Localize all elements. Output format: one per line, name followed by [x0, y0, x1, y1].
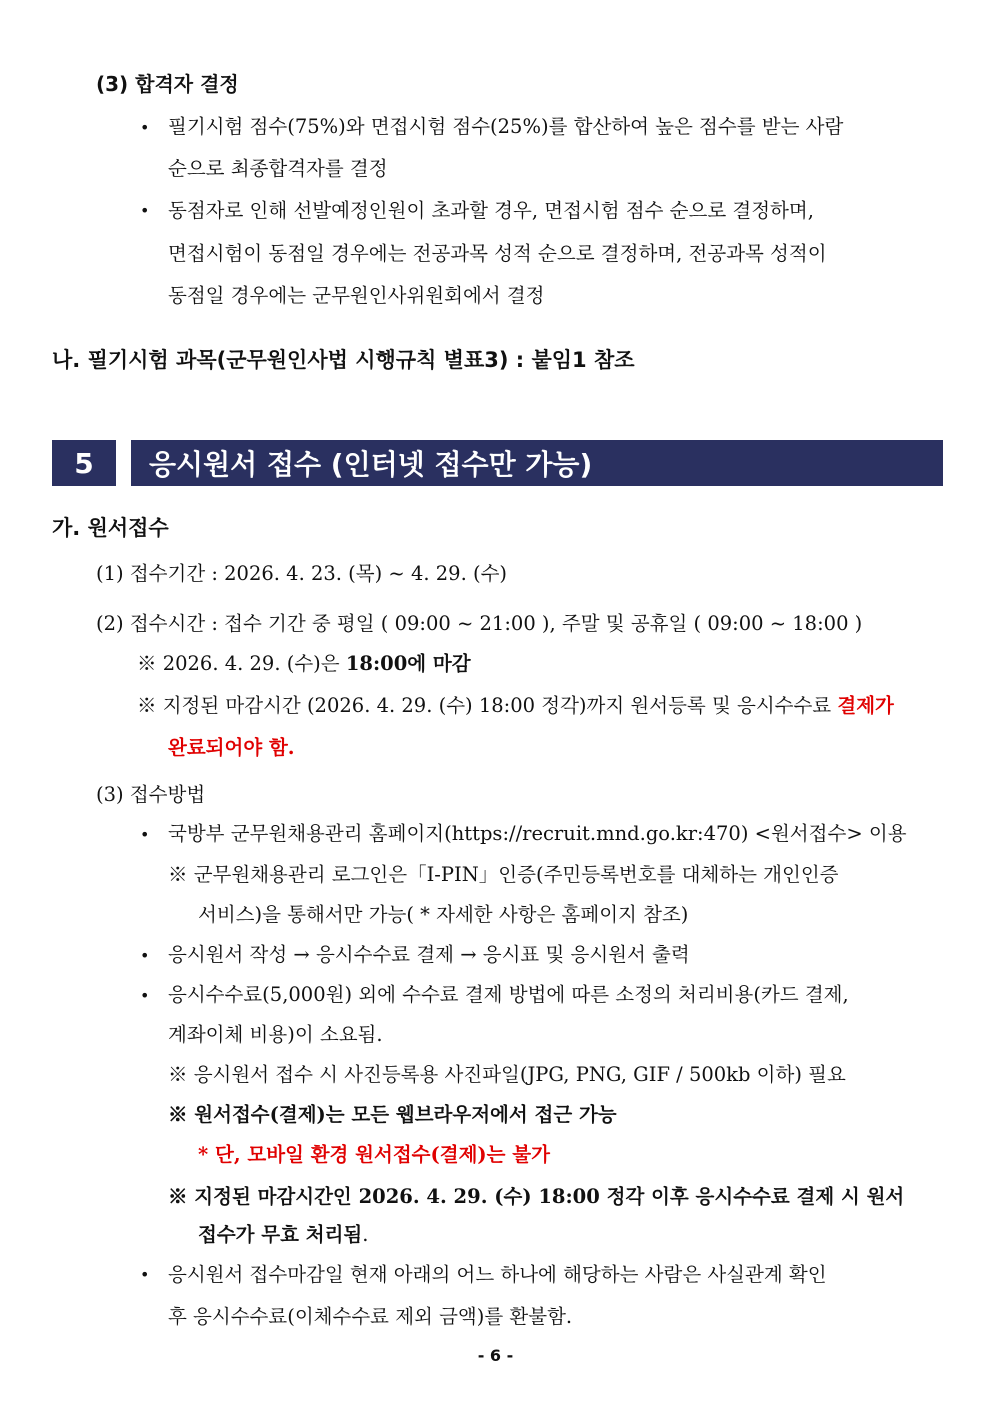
note-line [137, 690, 894, 718]
paragraph-line: (3) 접수방법 [96, 783, 206, 806]
section-number-box: 5 [52, 440, 116, 486]
note-bold-line: ※ 지정된 마감시간인 2026. 4. 29. (수) 18:00 정각 이후 응시수수료 결제 시 원서 [168, 1185, 905, 1208]
note-red-emphasis: 완료되어야 함. [168, 736, 295, 759]
bullet-dot: • [140, 1265, 150, 1284]
note-emphasis: 접수가 무효 처리됨 [198, 1223, 363, 1246]
bullet-dot: • [140, 825, 150, 844]
paragraph-line: 후 응시수수료(이체수수료 제외 금액)를 환불함. [168, 1305, 573, 1328]
paragraph-line: 필기시험 점수(75%)와 면접시험 점수(25%)를 합산하여 높은 점수를 받는 사람 [168, 115, 844, 138]
paragraph-line: 동점자로 인해 선발예정인원이 초과할 경우, 면접시험 점수 순으로 결정하며, [168, 199, 814, 222]
note-line: ※ 군무원채용관리 로그인은「I-PIN」인증(주민등록번호를 대체하는 개인인증 [168, 863, 839, 886]
note-text: ※ 지정된 마감시간 (2026. 4. 29. (수) 18:00 정각)까지 원서등록 및 응시수수료 [137, 694, 838, 717]
paragraph-line: 국방부 군무원채용관리 홈페이지(https://recruit.mnd.go.kr:470) <원서접수> 이용 [168, 822, 907, 845]
bullet-dot: • [140, 118, 150, 137]
section-title-banner [131, 440, 943, 486]
paragraph-line: 응시원서 작성 → 응시수수료 결제 → 응시표 및 응시원서 출력 [168, 943, 690, 966]
paragraph-line: 순으로 최종합격자를 결정 [168, 157, 388, 180]
paragraph-line: 면접시험이 동점일 경우에는 전공과목 성적 순으로 결정하며, 전공과목 성적이 [168, 242, 827, 265]
paragraph-line: 동점일 경우에는 군무원인사위원회에서 결정 [168, 284, 545, 307]
paragraph-line: (1) 접수기간 : 2026. 4. 23. (목) ~ 4. 29. (수) [96, 562, 508, 585]
note-red-emphasis: 결제가 [837, 694, 894, 717]
section-subheading: 나. 필기시험 과목(군무원인사법 시행규칙 별표3) : 붙임1 참조 [52, 348, 635, 372]
bullet-dot: • [140, 946, 150, 965]
paragraph-line: (2) 접수시간 : 접수 기간 중 평일 ( 09:00 ~ 21:00 ), 주말 및 공휴일 ( 09:00 ~ 18:00 ) [96, 612, 863, 635]
paragraph-line: 응시원서 접수마감일 현재 아래의 어느 하나에 해당하는 사람은 사실관계 확인 [168, 1263, 827, 1286]
note-red-emphasis: * 단, 모바일 환경 원서접수(결제)는 불가 [198, 1143, 550, 1166]
note-line [198, 1219, 368, 1247]
note-text: . [362, 1223, 369, 1246]
page-number: - 6 - [477, 1346, 514, 1365]
note-line: ※ 응시원서 접수 시 사진등록용 사진파일(JPG, PNG, GIF / 500kb 이하) 필요 [168, 1063, 846, 1086]
note-line: 서비스)을 통해서만 가능( * 자세한 사항은 홈페이지 참조) [198, 903, 689, 926]
subsection-heading: (3) 합격자 결정 [96, 72, 239, 96]
note-text: ※ 2026. 4. 29. (수)은 [137, 652, 346, 675]
paragraph-line: 응시수수료(5,000원) 외에 수수료 결제 방법에 따른 소정의 처리비용(카드 결제, [168, 983, 849, 1006]
section-title: 응시원서 접수 (인터넷 접수만 가능) [149, 448, 593, 481]
bullet-dot: • [140, 986, 150, 1005]
bullet-dot: • [140, 201, 150, 220]
note-line [137, 648, 471, 676]
section-subheading: 가. 원서접수 [52, 516, 169, 540]
note-emphasis: 18:00에 마감 [345, 652, 471, 675]
paragraph-line: 계좌이체 비용)이 소요됨. [168, 1023, 383, 1046]
note-bold-line: ※ 원서접수(결제)는 모든 웹브라우저에서 접근 가능 [168, 1103, 617, 1126]
